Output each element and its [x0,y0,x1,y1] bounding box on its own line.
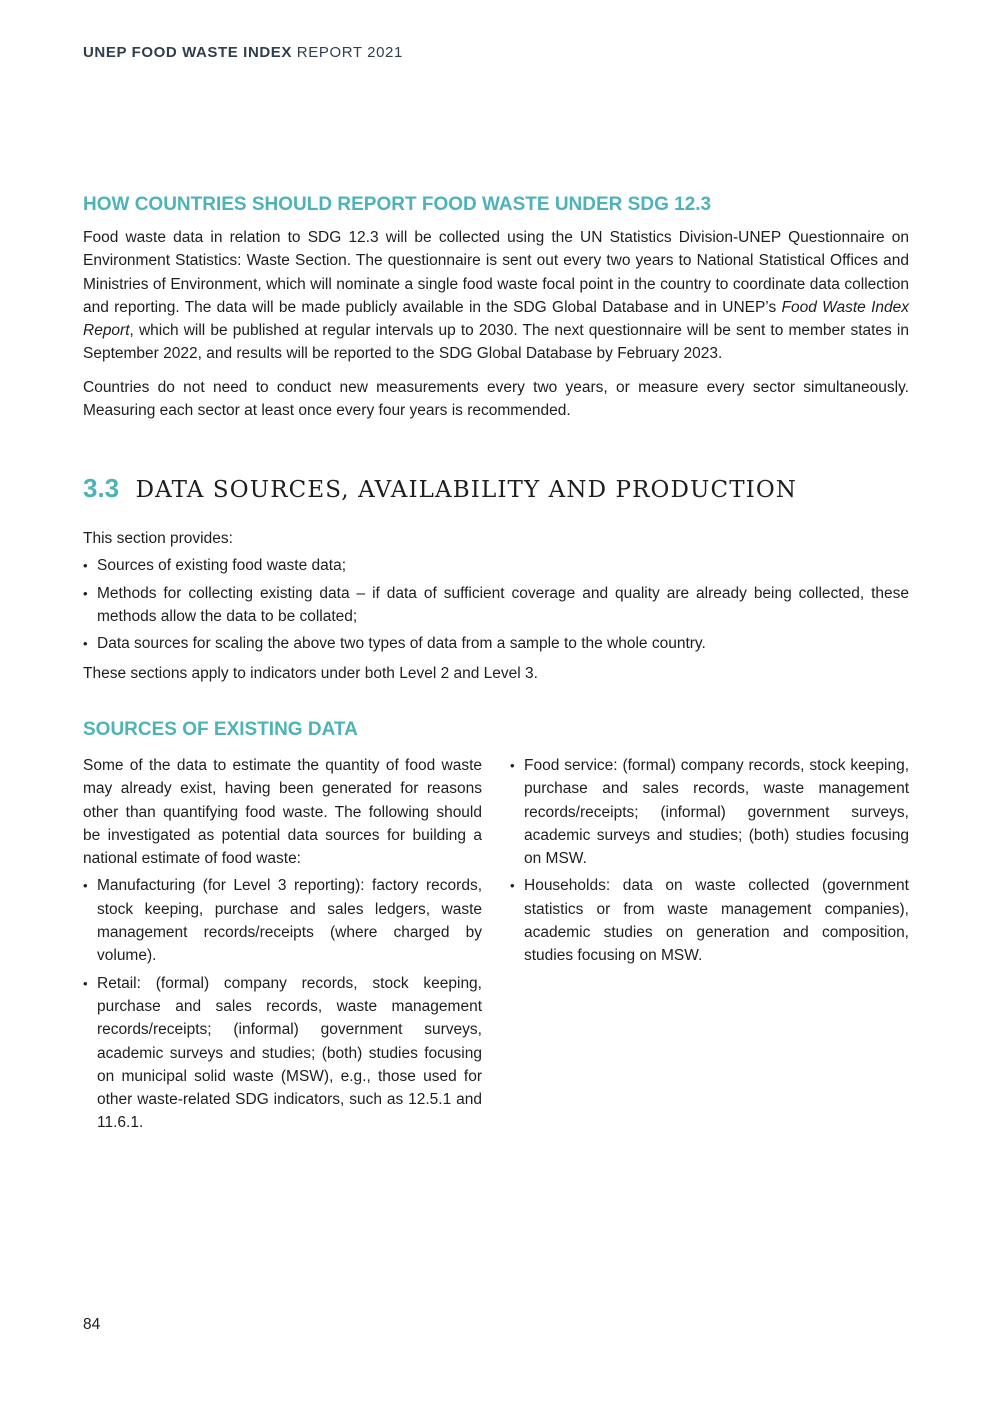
bullet-dot-icon: • [510,878,515,894]
bullet-dot-icon: • [83,558,88,574]
section-3-3-body [83,527,909,686]
section-closing: These sections apply to indicators under both Level 2 and Level 3. [83,665,538,683]
section-title: DATA SOURCES, AVAILABILITY AND PRODUCTION [135,477,798,503]
list-item: • Manufacturing (for Level 3 reporting): factory records, stock keeping, purchase and sales ledgers, waste management records/receipts (where charged by volume). [83,874,482,967]
list-item: • Retail: (formal) company records, stock keeping, purchase and sales records, waste management records/receipts; (informal) government surveys, academic surveys and studies; (both) studies focusing on municipal solid waste (MSW), e.g., those used for other waste-related SDG indicators, such as 12.5.1 and 11.6.1. [83,972,482,1135]
list-item: • Sources of existing food waste data; [83,554,909,577]
report-paragraph-2: Countries do not need to conduct new measurements every two years, or measure every sector simultaneously. Measuring each sector at least once every four years is recommended. [83,378,909,420]
list-item: • Data sources for scaling the above two types of data from a sample to the whole country. [83,632,909,655]
header-title-bold: UNEP FOOD WASTE INDEX [83,44,293,61]
left-column [83,754,482,1135]
existing-data-intro: Some of the data to estimate the quantity of food waste may already exist, having been generated for reasons other than quantifying food waste. The following should be investigated as potential data sources for building a national estimate of food waste: [83,757,482,868]
left-bullet-list [83,874,482,1134]
bullet-dot-icon: • [83,636,88,652]
report-title-italic: Food Waste Index Report [83,298,909,340]
section-bullet-list [83,554,909,655]
existing-data-heading: SOURCES OF EXISTING DATA [83,719,358,740]
section-3-3-heading [83,473,797,504]
bullet-dot-icon: • [83,878,88,894]
right-column [510,754,909,968]
bullet-dot-icon: • [83,585,88,601]
list-item: • Methods for collecting existing data – if data of sufficient coverage and quality are already being collected, these methods allow the data to be collated; [83,582,909,629]
right-bullet-list [510,754,909,968]
header-title-light: REPORT 2021 [296,44,403,61]
running-header [83,44,403,61]
section-intro: This section provides: [83,530,233,547]
list-item: • Food service: (formal) company records, stock keeping, purchase and sales records, waste management records/receipts; (informal) government surveys, academic surveys and studies; (both) studies focusing on MSW. [510,754,909,870]
report-paragraph-1: Food waste data in relation to SDG 12.3 will be collected using the UN Statistics Division-UNEP Questionnaire on Environment Statistics: Waste Section. The questionnaire is sent out every two years to National Statistical Offices and Ministries of Environment, which will nominate a single food waste focal point in the country to coordinate data collection and reporting. The data will be made publicly available in the SDG Global Database and in UNEP’s Food Waste Index Report, which will be published at regular intervals up to 2030. The next questionnaire will be sent to member states in September 2022, and results will be reported to the SDG Global Database by February 2023. [83,229,909,363]
report-section-heading: HOW COUNTRIES SHOULD REPORT FOOD WASTE UNDER SDG 12.3 [83,194,712,215]
existing-data-heading-block [83,719,909,741]
section-number: 3.3 [83,473,120,503]
bullet-dot-icon: • [510,758,515,773]
list-item: • Households: data on waste collected (government statistics or from waste management companies), academic studies on generation and composition, studies focusing on MSW. [510,874,909,967]
page-number: 84 [83,1316,101,1333]
report-section [83,194,909,422]
bullet-dot-icon: • [83,975,88,991]
